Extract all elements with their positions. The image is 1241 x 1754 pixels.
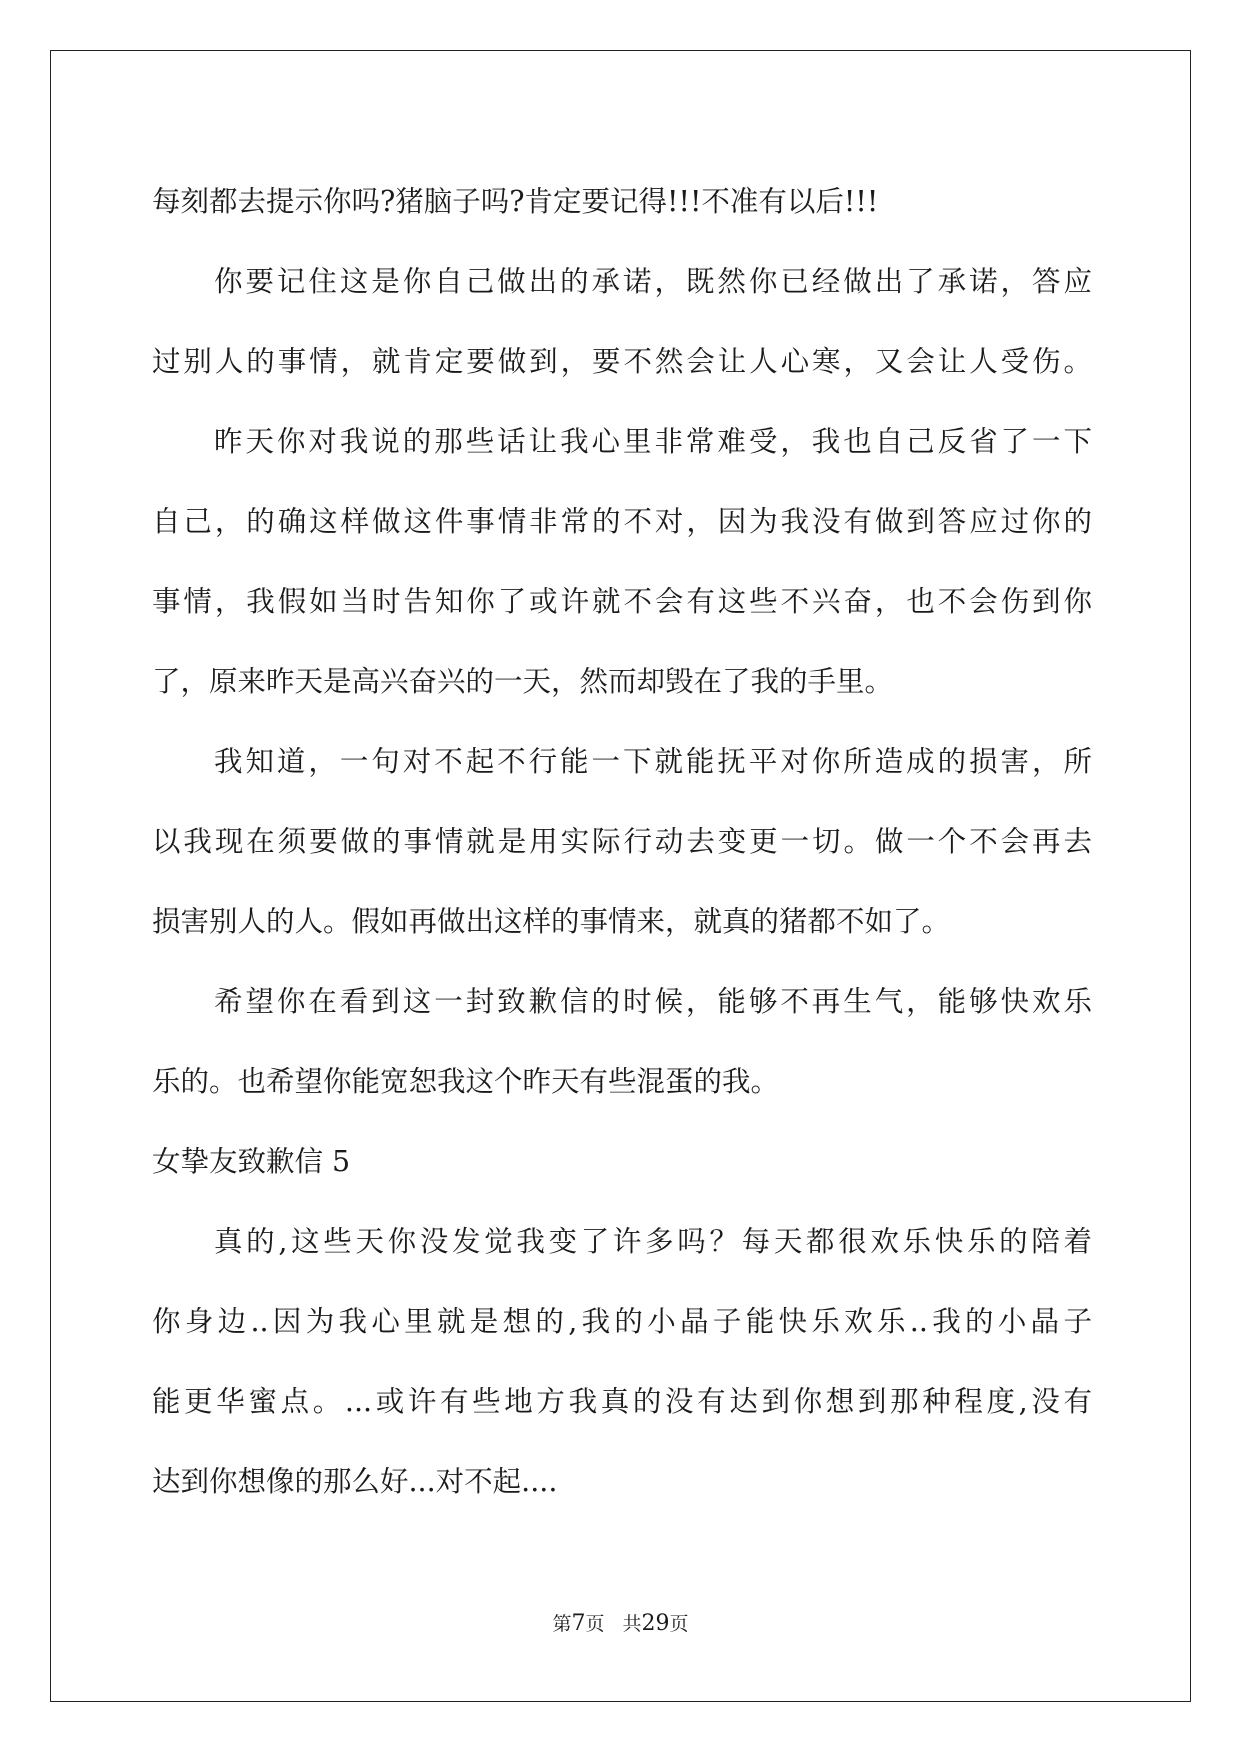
total-prefix: 共	[622, 1613, 642, 1635]
document-body	[152, 162, 1092, 1522]
text-line: 能更华蜜点。...或许有些地方我真的没有达到你想到那种程度,没有	[152, 1385, 1092, 1418]
text-line: 以我现在须要做的事情就是用实际行动去变更一切。做一个不会再去	[152, 825, 1092, 858]
text-line: 每刻都去提示你吗?猪脑子吗?肯定要记得!!!不准有以后!!!	[152, 185, 879, 218]
paragraph-line: 我知道，一句对不起不行能一下就能抚平对你所造成的损害，所	[214, 745, 1092, 778]
text-line: 你身边..因为我心里就是想的,我的小晶子能快乐欢乐..我的小晶子	[152, 1305, 1092, 1338]
text-line: 过别人的事情，就肯定要做到，要不然会让人心寒，又会让人受伤。	[152, 345, 1092, 378]
page-suffix: 页	[585, 1613, 605, 1635]
section-heading: 女挚友致歉信 5	[152, 1145, 351, 1178]
page-prefix: 第	[552, 1613, 572, 1635]
text-line: 了，原来昨天是高兴奋兴的一天，然而却毁在了我的手里。	[152, 665, 894, 698]
paragraph-line: 昨天你对我说的那些话让我心里非常难受，我也自己反省了一下	[214, 425, 1092, 458]
text-line: 事情，我假如当时告知你了或许就不会有这些不兴奋，也不会伤到你	[152, 585, 1092, 618]
text-line: 乐的。也希望你能宽恕我这个昨天有些混蛋的我。	[152, 1065, 780, 1098]
paragraph-line: 希望你在看到这一封致歉信的时候，能够不再生气，能够快欢乐	[214, 985, 1092, 1018]
text-line: 损害别人的人。假如再做出这样的事情来，就真的猪都不如了。	[152, 905, 951, 938]
total-suffix: 页	[669, 1613, 689, 1635]
page-footer	[0, 1612, 1241, 1636]
text-line: 达到你想像的那么好...对不起....	[152, 1465, 558, 1498]
paragraph-line: 你要记住这是你自己做出的承诺，既然你已经做出了承诺，答应	[214, 265, 1092, 298]
total-pages: 29	[641, 1611, 670, 1636]
paragraph-line: 真的,这些天你没发觉我变了许多吗？每天都很欢乐快乐的陪着	[214, 1225, 1092, 1258]
page-number: 7	[571, 1611, 586, 1636]
text-line: 自己，的确这样做这件事情非常的不对，因为我没有做到答应过你的	[152, 505, 1092, 538]
